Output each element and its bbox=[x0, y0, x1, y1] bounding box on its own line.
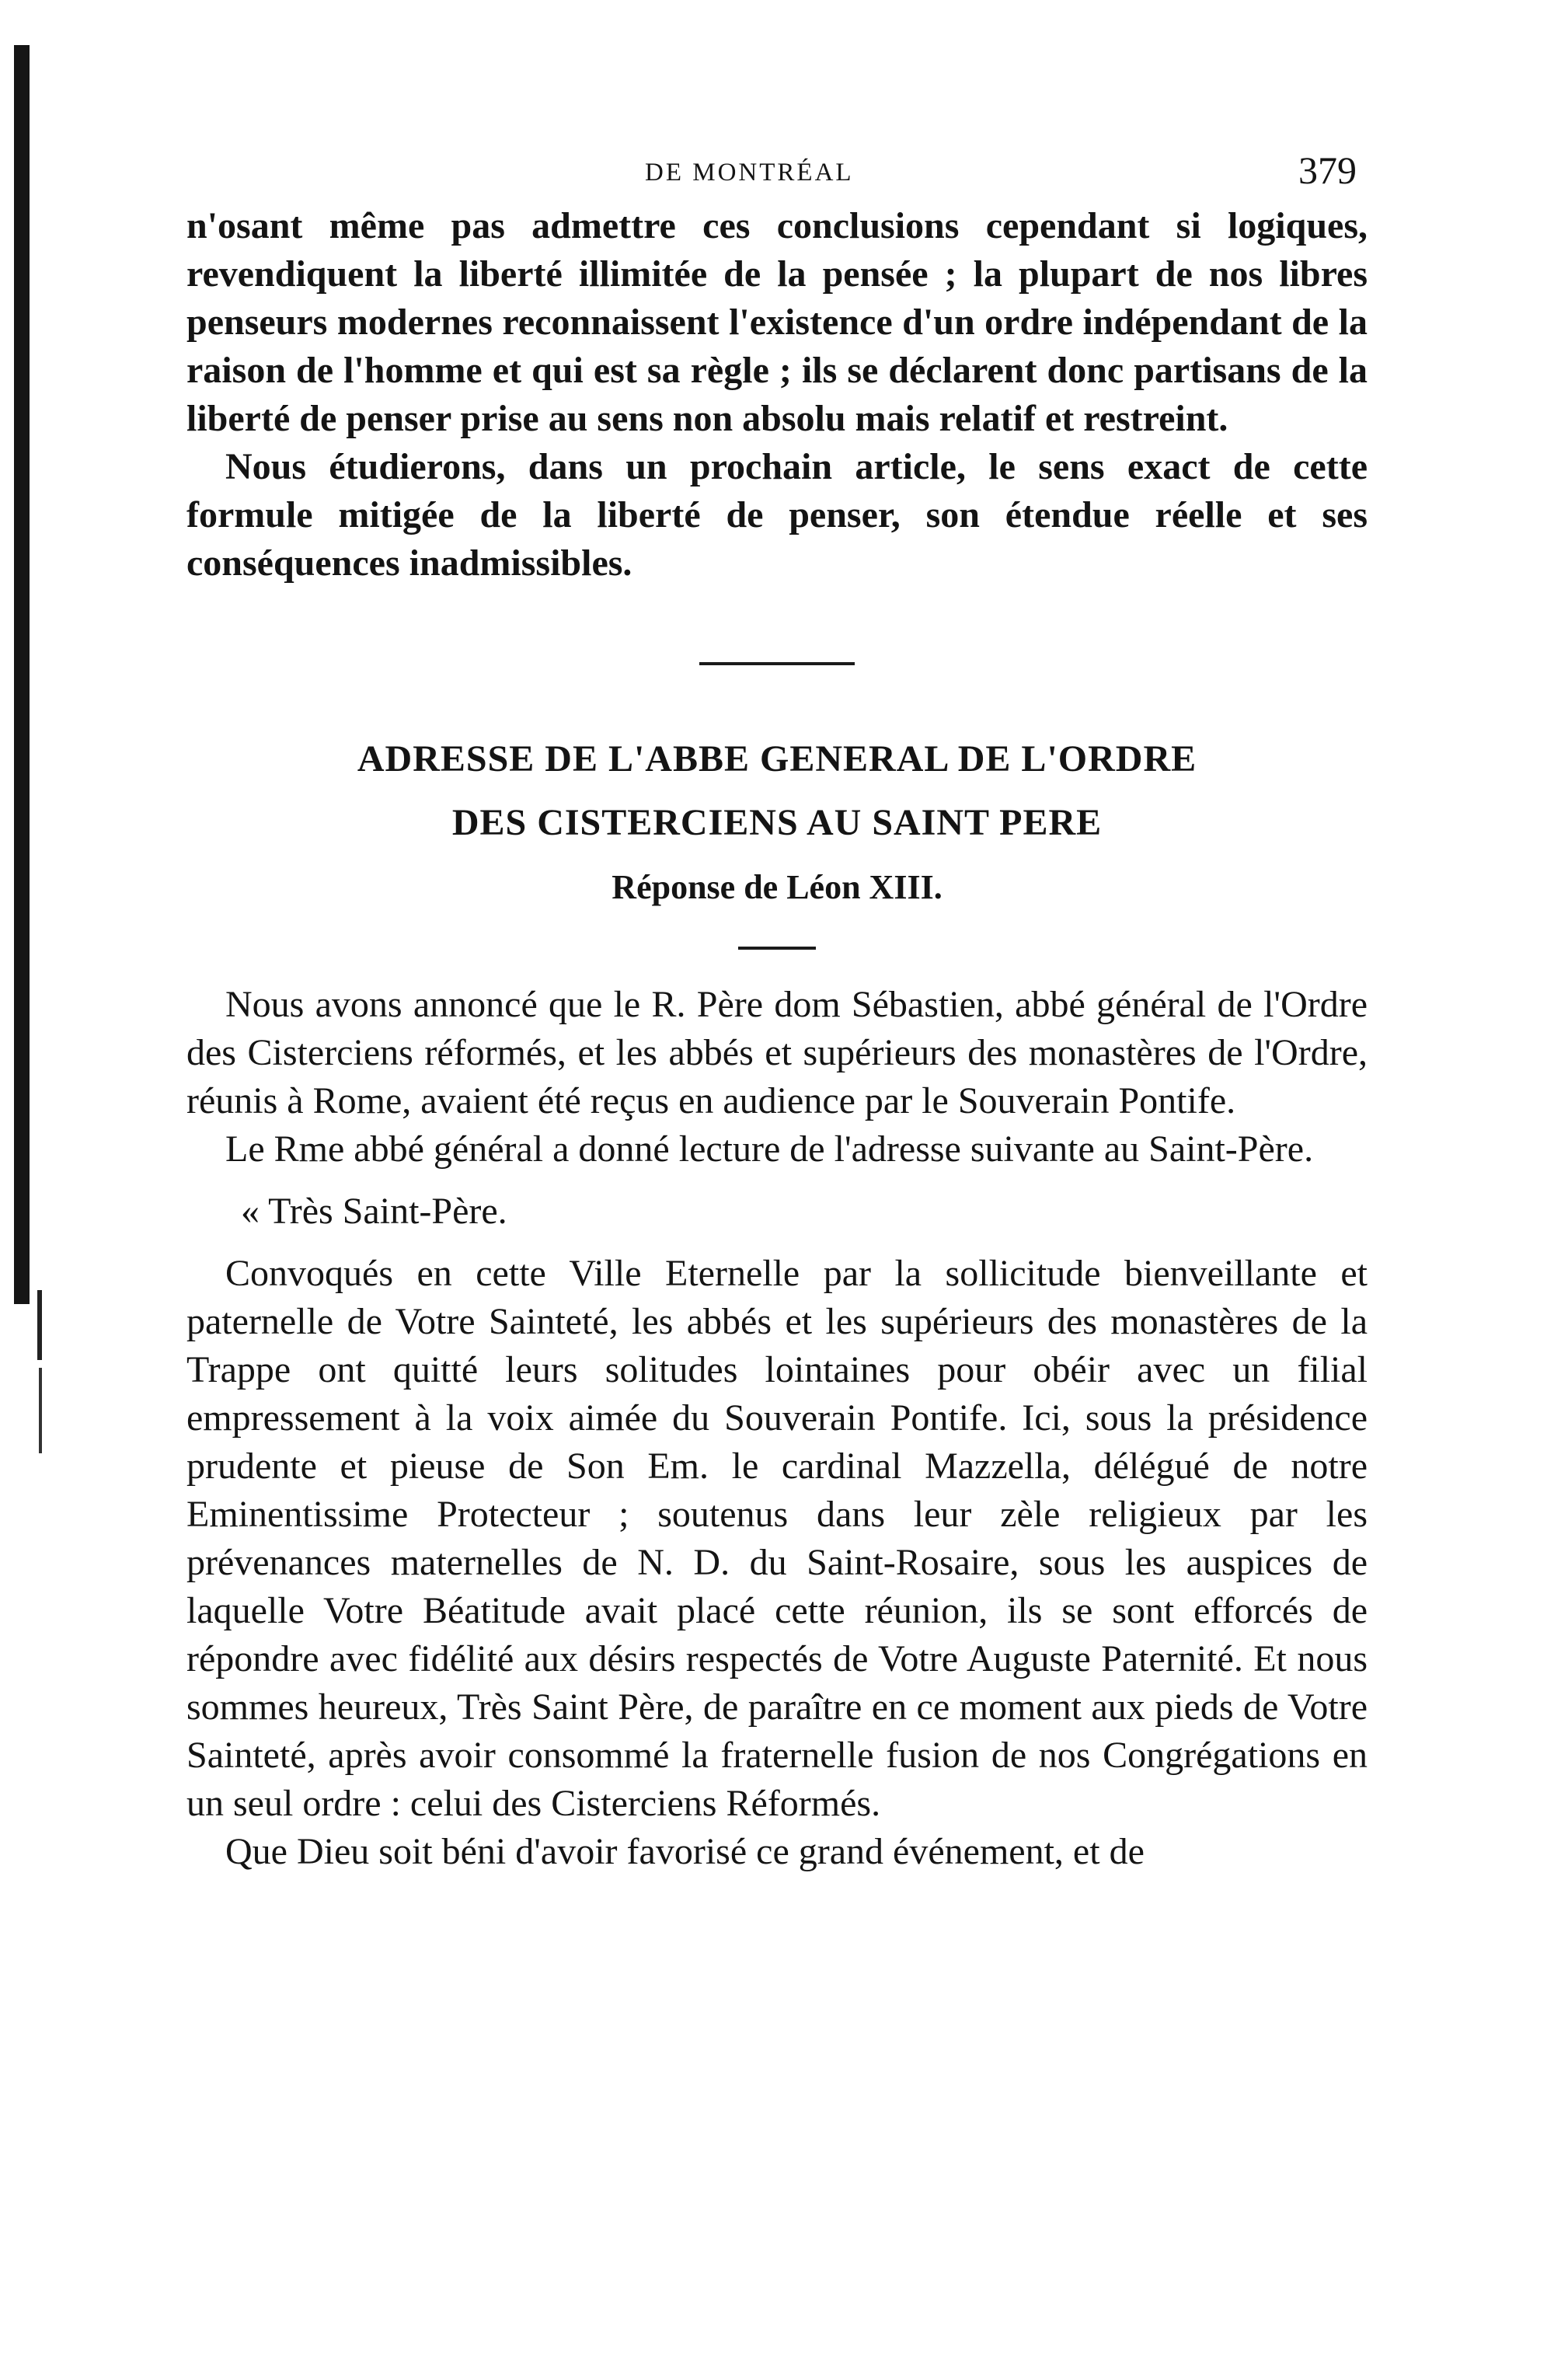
article-subtitle: Réponse de Léon XIII. bbox=[612, 868, 943, 906]
intro-paragraph: n'osant même pas admettre ces conclusions cependant si logiques, revendiquent la liberté illimitée de la pensée ; la plupart de nos libres penseurs modernes reconnaissent l'existence d'un ordre indépendant de la raison de l'homme et qui est sa règle ; ils se déclarent donc partisans de la liberté de penser prise au sens non absolu mais relatif et restreint. bbox=[186, 205, 1368, 439]
running-head bbox=[186, 148, 1368, 202]
subtitle-divider bbox=[738, 947, 816, 950]
article-body bbox=[186, 981, 1368, 1876]
section-divider bbox=[699, 662, 855, 665]
article-title bbox=[186, 727, 1368, 855]
body-paragraph: Convoqués en cette Ville Eternelle par la sollicitude bienveillante et paternelle de Votre Sainteté, les abbés et les supérieurs des monastères de la Trappe ont quitté leurs solitudes lointaines pour obéir avec un filial empressement à la voix aimée du Souverain Pontife. Ici, sous la présidence prudente et pieuse de Son Em. le cardinal Mazzella, délégué de notre Eminentissime Protecteur ; soutenus dans leur zèle religieux par les prévenances maternelles de N. D. du Saint-Rosaire, sous les auspices de laquelle Votre Béatitude avait placé cette réunion, ils se sont efforcés de répondre avec fidélité aux désirs respectés de Votre Auguste Paternité. Et nous sommes heureux, Très Saint Père, de paraître en ce moment aux pieds de Votre Sainteté, après avoir consommé la fraternelle fusion de nos Congrégations en un seul ordre : celui des Cisterciens Réformés. bbox=[186, 1253, 1368, 1824]
scan-edge-mark bbox=[39, 1368, 42, 1453]
scan-edge-mark bbox=[37, 1290, 42, 1360]
article-title-line: ADRESSE DE L'ABBE GENERAL DE L'ORDRE bbox=[357, 738, 1197, 779]
body-paragraph: Que Dieu soit béni d'avoir favorisé ce grand événement, et de bbox=[225, 1831, 1145, 1872]
intro-paragraph: Nous étudierons, dans un prochain article, le sens exact de cette formule mitigée de la liberté de penser, son étendue réelle et ses conséquences inadmissibles. bbox=[186, 446, 1368, 584]
body-paragraph: Le Rme abbé général a donné lecture de l'adresse suivante au Saint-Père. bbox=[225, 1128, 1314, 1170]
scan-edge-shadow bbox=[14, 45, 30, 1304]
body-paragraph: Nous avons annoncé que le R. Père dom Sébastien, abbé général de l'Ordre des Cisterciens réformés, et les abbés et supérieurs des monastères de l'Ordre, réunis à Rome, avaient été reçus en audience par le Souverain Pontife. bbox=[186, 984, 1368, 1121]
running-title: DE MONTRÉAL bbox=[645, 159, 854, 187]
article-title-line: DES CISTERCIENS AU SAINT PERE bbox=[451, 802, 1103, 843]
page-number: 379 bbox=[1298, 148, 1357, 192]
book-page bbox=[186, 148, 1368, 1876]
salutation: « Très Saint-Père. bbox=[241, 1191, 507, 1232]
